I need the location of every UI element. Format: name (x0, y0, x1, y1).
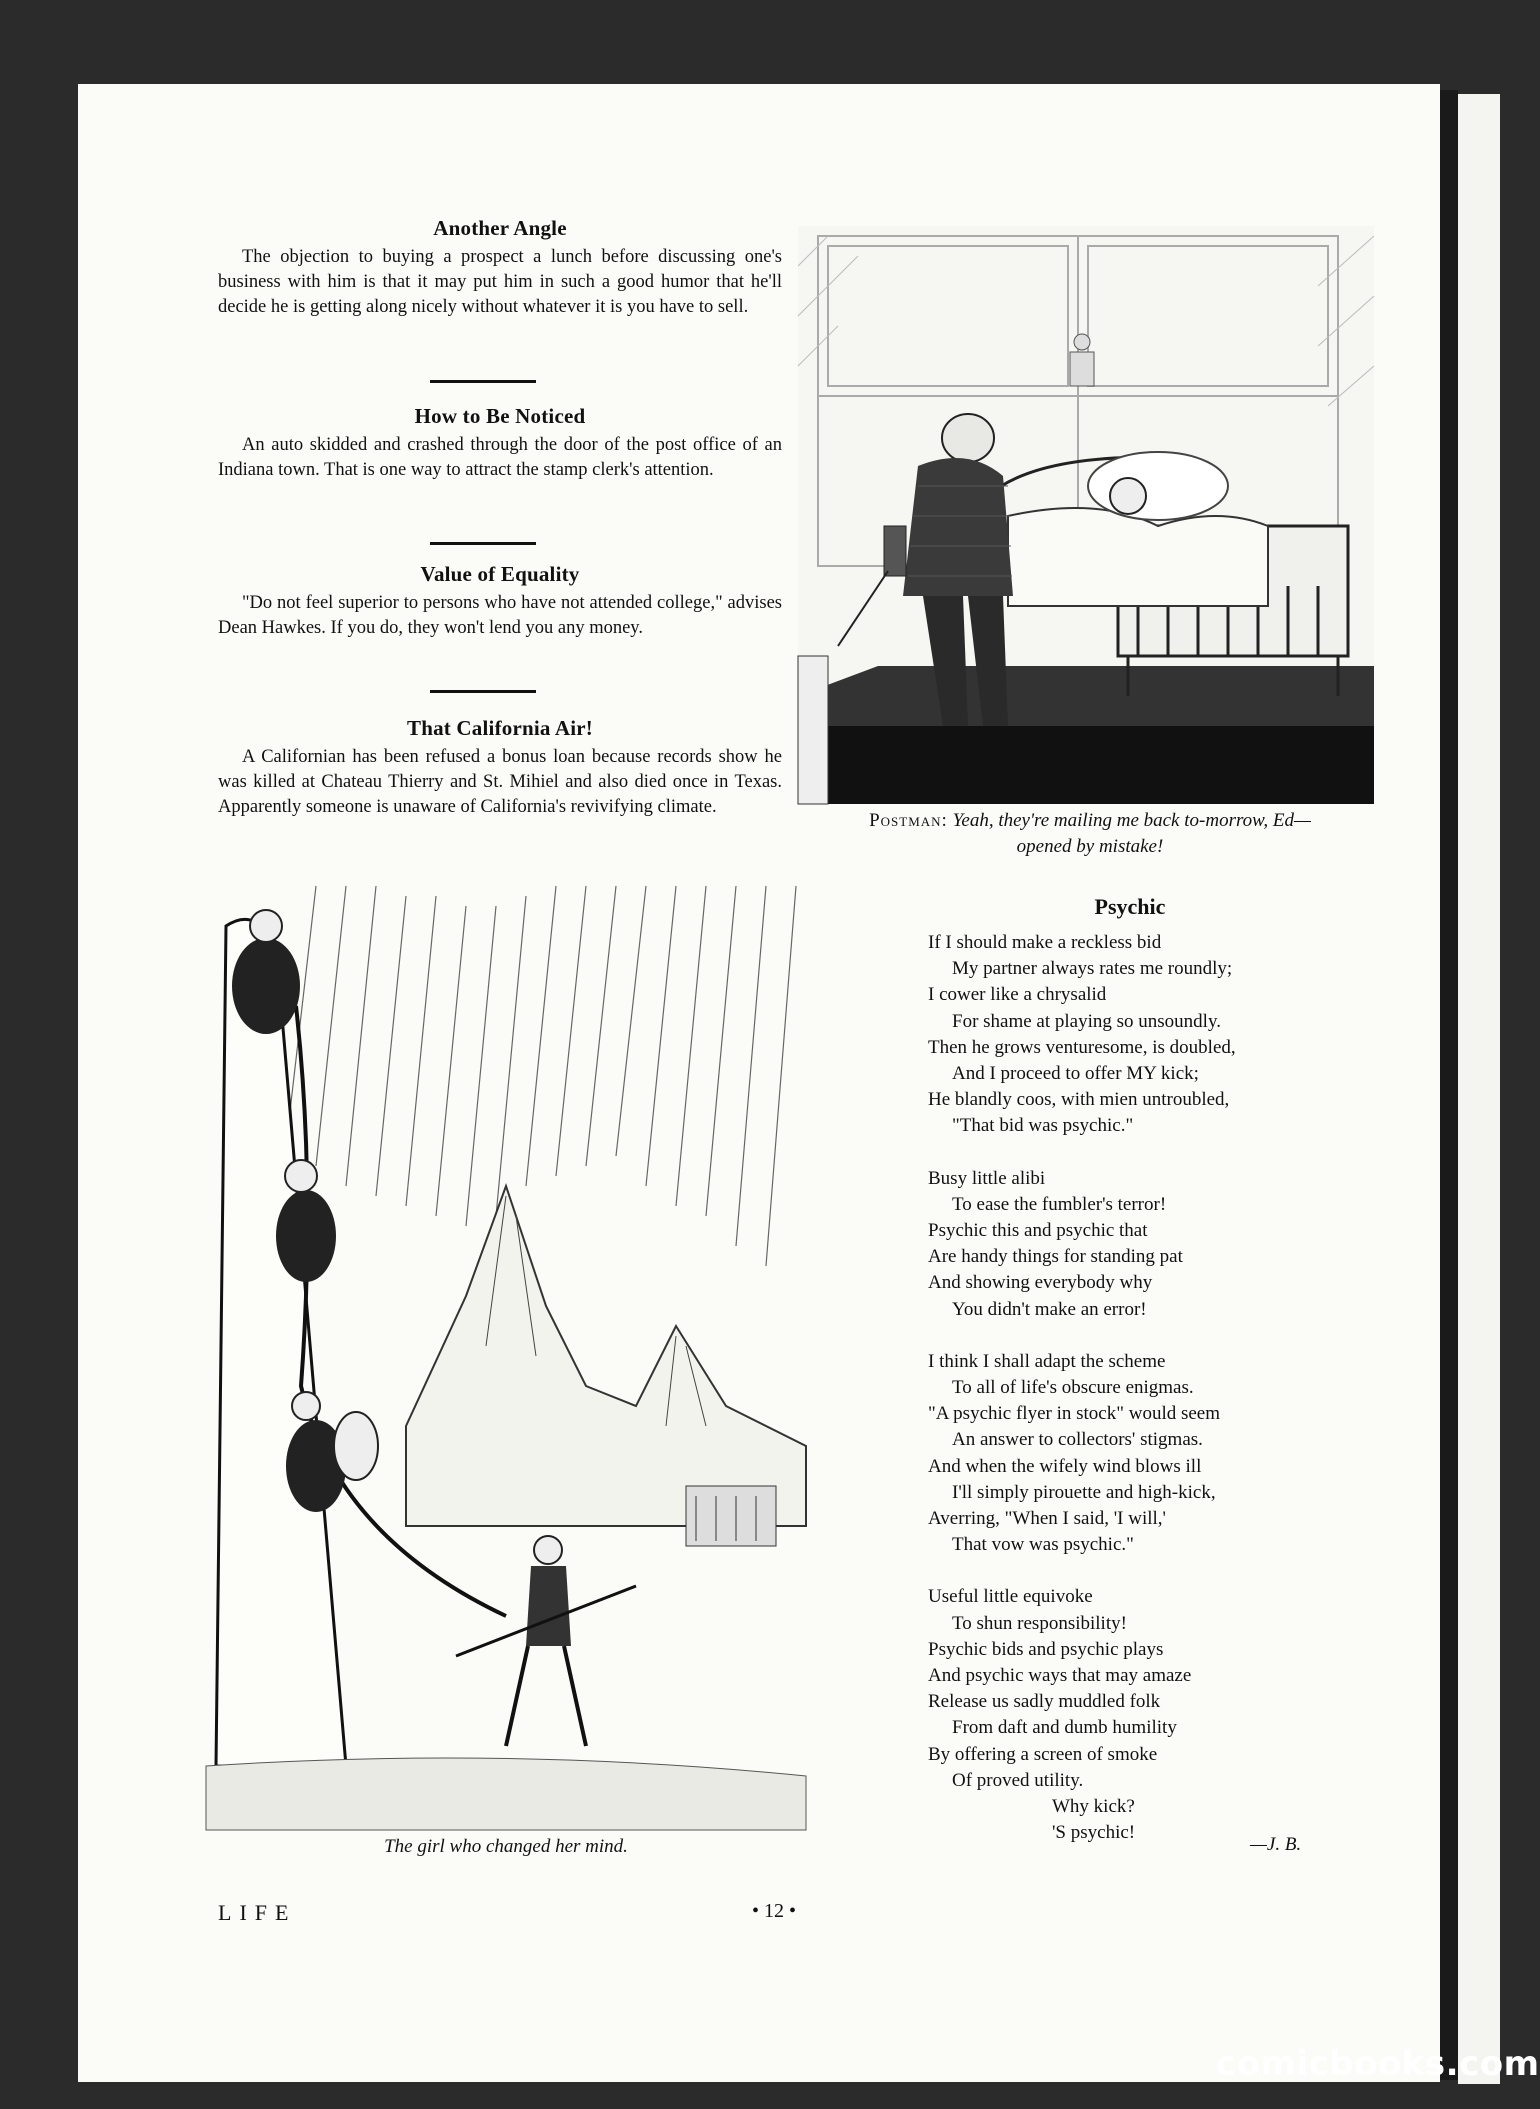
article-body: "Do not feel superior to persons who have not attended college," advises Dean Hawkes. If you do, they won't lend you any money. (218, 593, 782, 638)
poem-line: Averring, "When I said, 'I will,' (928, 1508, 1166, 1530)
poem-line: Release us sadly muddled folk (928, 1691, 1161, 1713)
article-value-of-equality (218, 562, 782, 641)
poem-line: And when the wifely wind blows ill (928, 1455, 1202, 1477)
article-title: Another Angle (433, 216, 567, 240)
poem-line: For shame at playing so unsoundly. (952, 1010, 1221, 1032)
postman-cartoon-illustration (798, 226, 1374, 804)
article-another-angle (218, 216, 782, 320)
poem-line: That vow was psychic." (952, 1534, 1134, 1556)
separator-rule (430, 542, 536, 545)
article-title: That California Air! (407, 716, 593, 740)
climbers-cartoon-illustration (206, 886, 806, 1830)
poem-line: I'll simply pirouette and high-kick, (952, 1481, 1216, 1503)
caption-speaker: Postman: (869, 810, 948, 831)
poem-line: My partner always rates me roundly; (952, 958, 1233, 980)
article-title: Value of Equality (420, 562, 580, 586)
separator-rule (430, 690, 536, 693)
poem-line: Busy little alibi (928, 1167, 1046, 1189)
page-gutter (1440, 90, 1458, 2080)
poem-line: An answer to collectors' stigmas. (952, 1429, 1203, 1451)
poem-line: Psychic bids and psychic plays (928, 1638, 1164, 1660)
page-number: • 12 • (752, 1900, 797, 1922)
postman-caption (860, 808, 1320, 860)
poem-line: Are handy things for standing pat (928, 1246, 1183, 1268)
magazine-name: LIFE (218, 1900, 297, 1925)
poem-line: And showing everybody why (928, 1272, 1153, 1294)
separator-rule (430, 380, 536, 383)
poem-line: I think I shall adapt the scheme (928, 1350, 1166, 1372)
poem-line: I cower like a chrysalid (928, 984, 1107, 1006)
article-body: The objection to buying a prospect a lunch before discussing one's business with him is that it may put him in such a good humor that he'll decide he is getting along nicely without whatever it is you have to sell. (218, 247, 782, 317)
poem-line: He blandly coos, with mien untroubled, (928, 1089, 1230, 1111)
caption-text: The girl who changed her mind. (384, 1836, 628, 1857)
article-california-air (218, 716, 782, 820)
poem-line: And I proceed to offer MY kick; (952, 1063, 1199, 1085)
poem-line: "A psychic flyer in stock" would seem (928, 1403, 1221, 1425)
poem-line: Of proved utility. (952, 1769, 1084, 1791)
article-title: How to Be Noticed (414, 404, 586, 428)
poem-line: Why kick? (1052, 1796, 1135, 1818)
poem-line: And psychic ways that may amaze (928, 1665, 1192, 1687)
article-body: An auto skidded and crashed through the door of the post office of an Indiana town. That is one way to attract the stamp clerk's attention. (218, 435, 782, 480)
poem-signature: —J. B. (1250, 1834, 1302, 1855)
watermark-text: comicbooks.com (1216, 2044, 1540, 2084)
poem-line: 'S psychic! (1052, 1822, 1136, 1844)
poem-body (928, 930, 1368, 1847)
facing-page-edge (1458, 94, 1500, 2084)
poem-line: Then he grows venturesome, is doubled, (928, 1036, 1236, 1058)
article-how-to-be-noticed (218, 404, 782, 483)
poem-line: Psychic this and psychic that (928, 1220, 1148, 1242)
climbers-caption (256, 1834, 756, 1860)
poem-line: If I should make a reckless bid (928, 932, 1162, 953)
poem-line: To ease the fumbler's terror! (952, 1193, 1167, 1215)
poem-line: To all of life's obscure enigmas. (952, 1377, 1194, 1399)
article-body: A Californian has been refused a bonus loan because records show he was killed at Chateau Thierry and St. Mihiel and also died once in Texas. Apparently someone is unaware of California's revivifying climate. (218, 747, 782, 817)
poem-line: "That bid was psychic." (952, 1115, 1134, 1137)
poem-line: To shun responsibility! (952, 1612, 1127, 1634)
poem-line: From daft and dumb humility (952, 1717, 1177, 1739)
poem-line: By offering a screen of smoke (928, 1743, 1158, 1765)
caption-text: Yeah, they're mailing me back to-morrow, Ed—opened by mistake! (952, 810, 1311, 857)
poem-line: You didn't make an error! (952, 1298, 1147, 1320)
poem-title: Psychic (1094, 894, 1166, 919)
poem-line: Useful little equivoke (928, 1586, 1093, 1608)
